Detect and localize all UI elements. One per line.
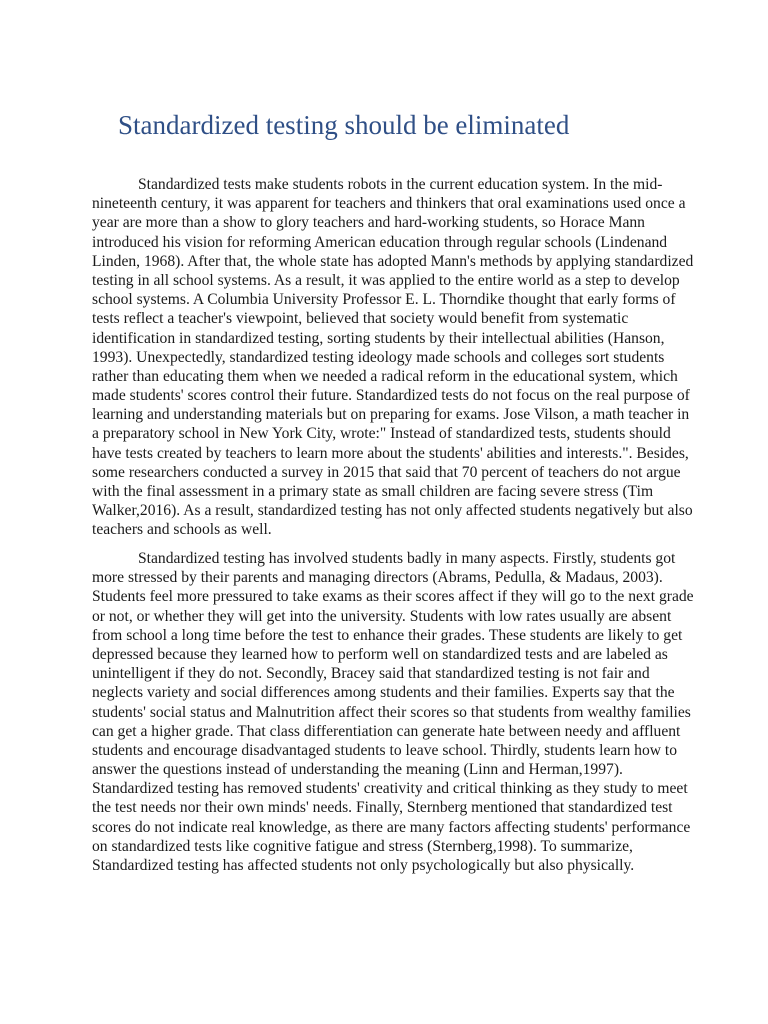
text-line: neglects variety and social differences among students and their families. Experts say that the: [92, 684, 675, 702]
text-line: tests reflect a teacher's viewpoint, believed that society would benefit from systematic: [92, 310, 629, 328]
text-line: unintelligent if they do not. Secondly, Bracey said that standardized testing is not fair and: [92, 665, 650, 683]
text-line: Standardized testing has removed students' creativity and critical thinking as they study to meet: [92, 780, 688, 798]
text-line: with the final assessment in a primary state as small children are facing severe stress (Tim: [92, 483, 654, 500]
text-line: rather than educating them when we needed a radical reform in the educational system, which: [92, 367, 678, 385]
text-line: nineteenth century, it was apparent for teachers and thinkers that oral examinations used once a: [92, 195, 686, 213]
text-line: 1993). Unexpectedly, standardized testing ideology made schools and colleges sort students: [92, 348, 665, 366]
text-line: students and encourage disadvantaged students to leave school. Thirdly, students learn how to: [92, 741, 678, 759]
text-line: answer the questions instead of understanding the meaning (Linn and Herman,1997).: [92, 761, 623, 779]
text-line: testing in all school systems. As a result, it was applied to the entire world as a step to develop: [92, 271, 680, 289]
text-line: year are more than a show to glory teachers and hard-working students, so Horace Mann: [92, 214, 645, 232]
document-title: Standardized testing should be eliminated: [118, 110, 570, 140]
text-line: some researchers conducted a survey in 2015 that said that 70 percent of teachers do not argue: [92, 463, 681, 481]
text-line: Linden, 1968). After that, the whole state has adopted Mann's methods by applying standardized: [92, 252, 694, 270]
text-line: Walker,2016). As a result, standardized testing has not only affected students negatively but also: [92, 502, 693, 520]
text-line: identification in standardized testing, sorting students by their intellectual abilities (Hanson,: [92, 329, 665, 347]
text-line: or not, or whether they will get into the university. Students with low rates usually are absent: [92, 607, 672, 625]
text-line: introduced his vision for reforming American education through regular schools (Lindenand: [92, 233, 668, 251]
text-line: students' social status and Malnutrition affect their scores so that students from wealthy families: [92, 703, 691, 721]
text-line: school systems. A Columbia University Professor E. L. Thorndike thought that early forms of: [92, 291, 676, 309]
text-line: Standardized testing has affected students not only psychologically but also physically.: [92, 857, 635, 874]
text-line: from school a long time before the test to enhance their grades. These students are likely to get: [92, 626, 683, 644]
text-line: have tests created by teachers to learn more about the students' abilities and interests.". Besides,: [92, 444, 689, 462]
text-line: depressed because they learned how to perform well on standardized tests and are labeled as: [92, 645, 668, 663]
text-line: the test needs nor their own minds' needs. Finally, Sternberg mentioned that standardized test: [92, 799, 673, 817]
body-paragraph-2: [92, 549, 694, 875]
text-line: a preparatory school in New York City, wrote:" Instead of standardized tests, students should: [92, 425, 671, 443]
text-line: Students feel more pressured to take exams as their scores affect if they will go to the next grade: [92, 588, 694, 606]
text-line: more stressed by their parents and managing directors (Abrams, Pedulla, & Madaus, 2003).: [92, 569, 663, 587]
text-line: scores do not indicate real knowledge, as there are many factors affecting students' performance: [92, 818, 691, 836]
text-line: teachers and schools as well.: [92, 521, 272, 539]
text-line: made students' scores control their future. Standardized tests do not focus on the real purpose of: [92, 387, 690, 405]
body-paragraph-1: [92, 175, 694, 540]
text-line: Standardized testing has involved students badly in many aspects. Firstly, students got: [138, 550, 676, 567]
text-line: on standardized tests like cognitive fatigue and stress (Sternberg,1998). To summarize,: [92, 837, 633, 855]
text-line: can get a higher grade. That class differentiation can generate hate between needy and affluent: [92, 722, 681, 740]
text-line: learning and understanding materials but on preparing for exams. Jose Vilson, a math teacher in: [92, 406, 690, 424]
text-line: Standardized tests make students robots in the current education system. In the mid-: [138, 176, 663, 193]
